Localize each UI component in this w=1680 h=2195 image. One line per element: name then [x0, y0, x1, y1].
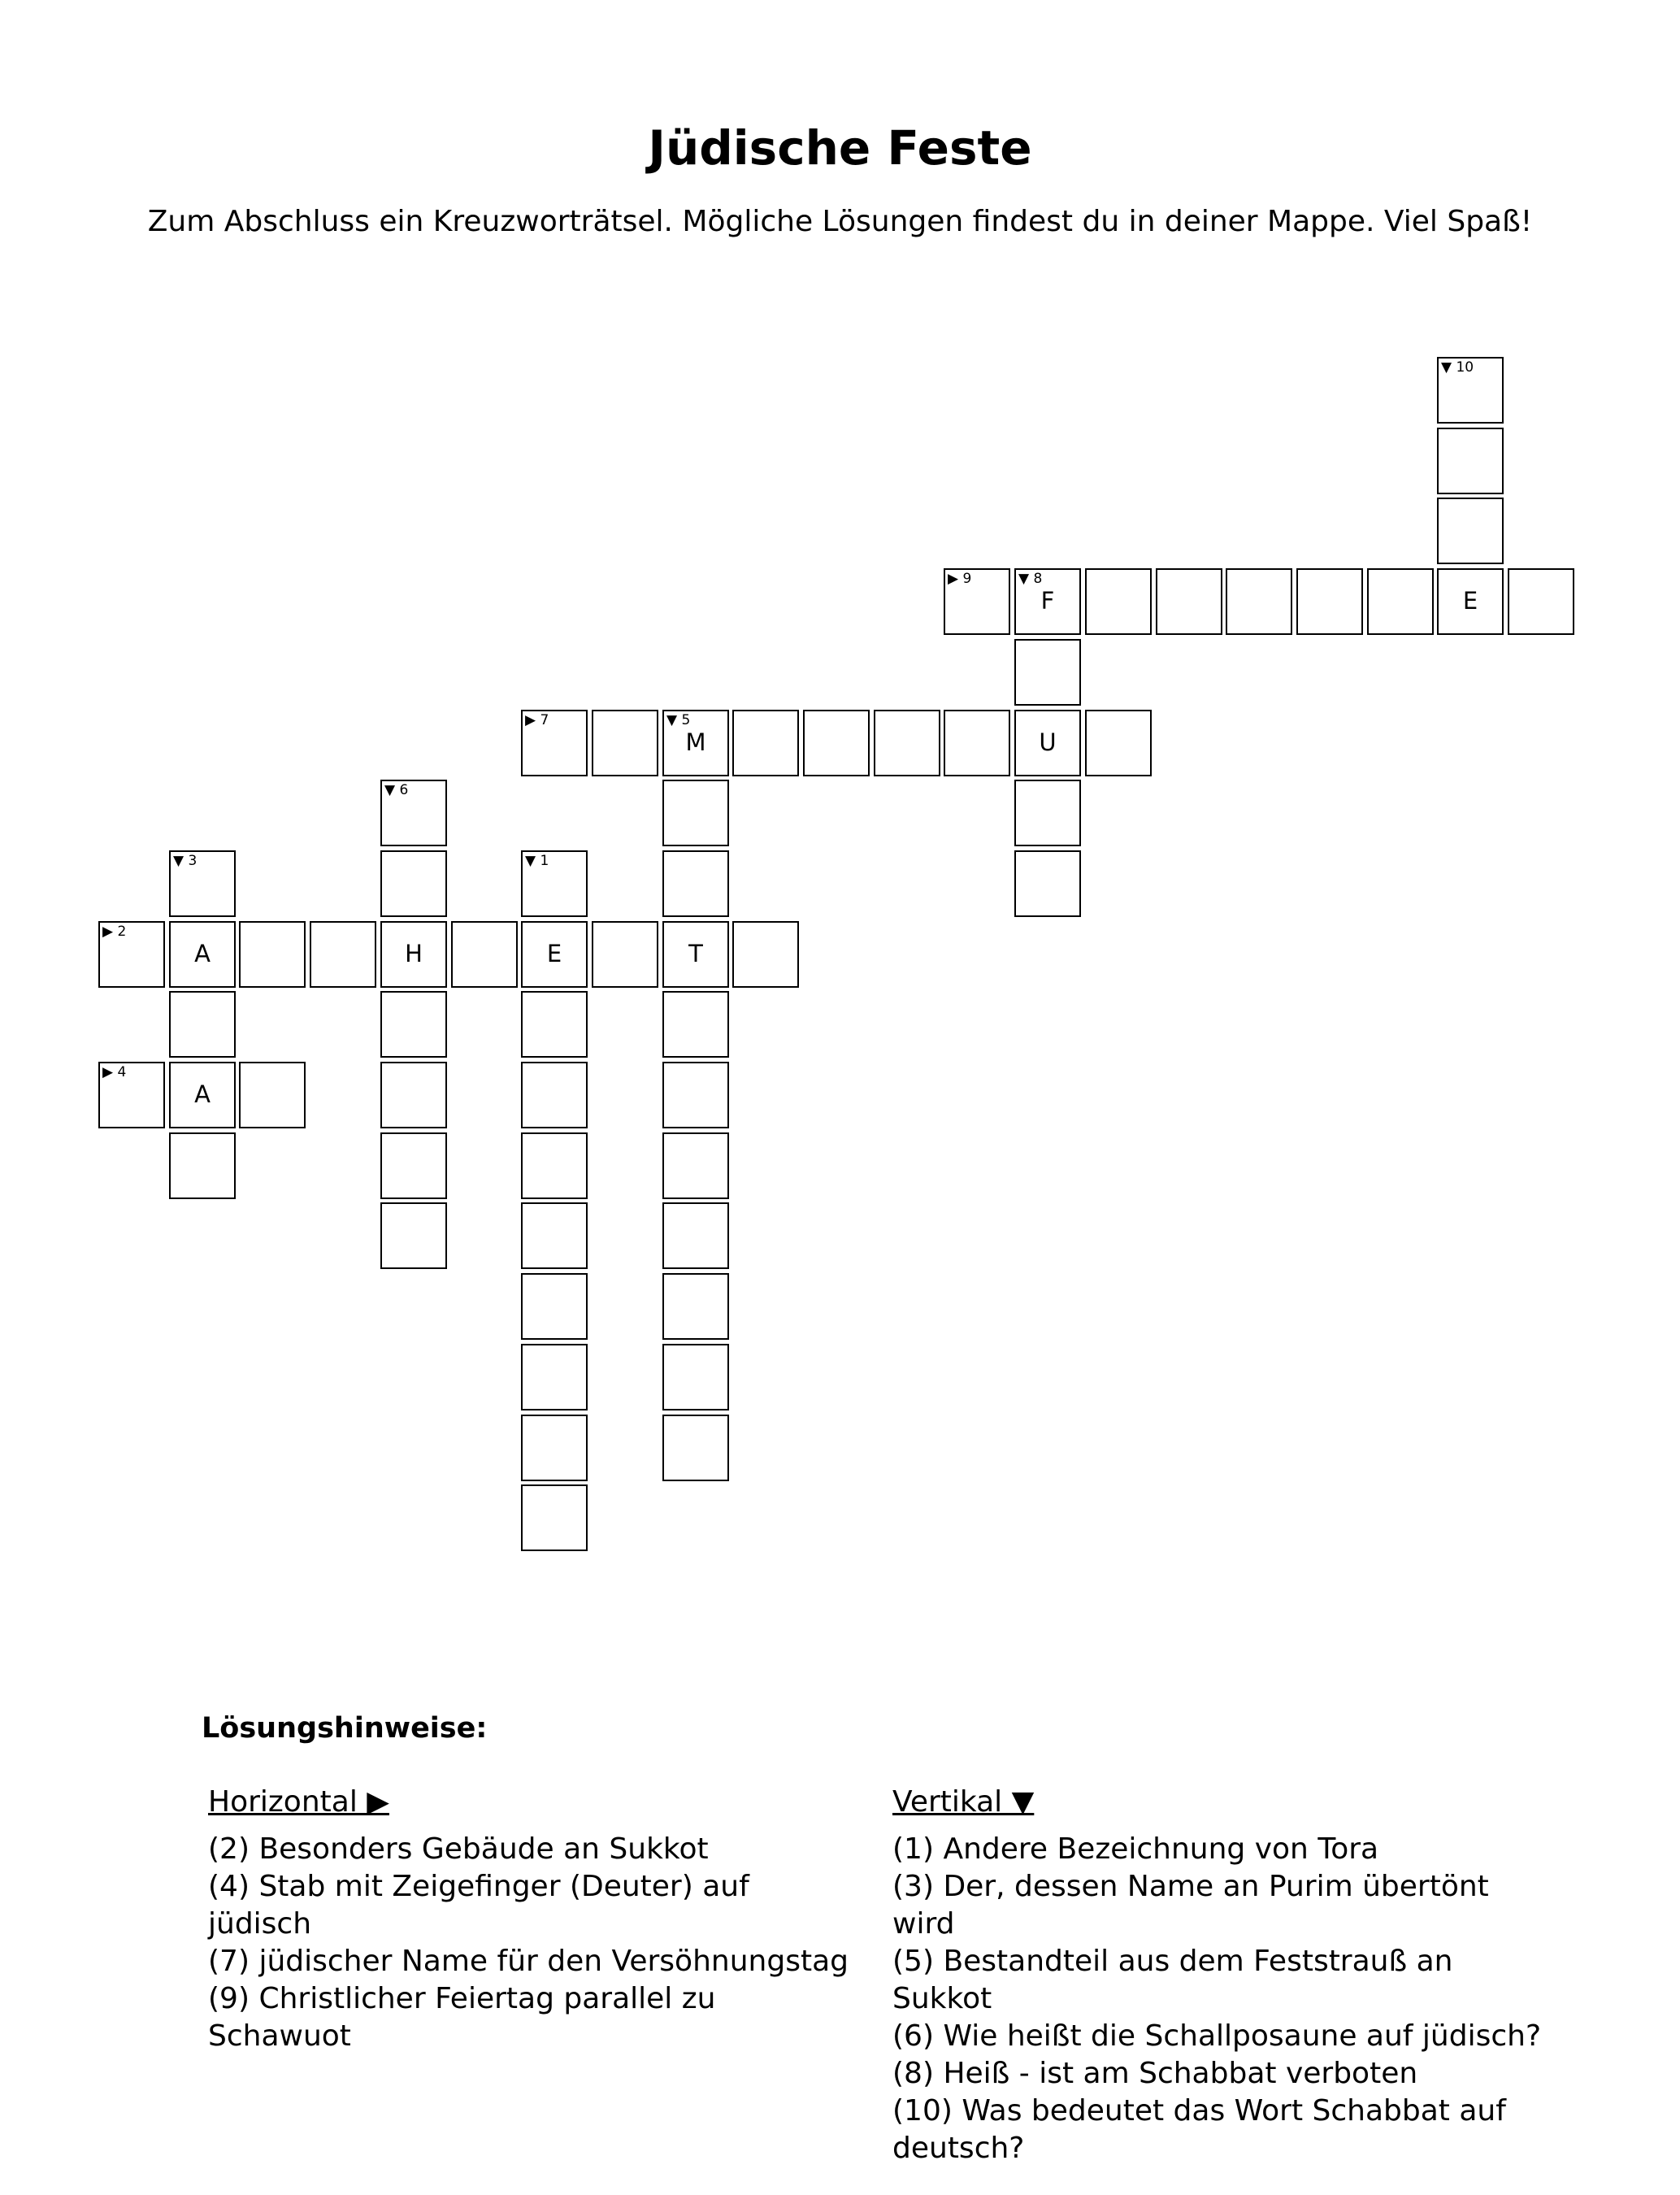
clue-number: ▶ 7 — [525, 712, 549, 728]
crossword-cell[interactable] — [521, 991, 588, 1058]
vertical-clue: (3) Der, dessen Name an Purim übertönt wird — [892, 1870, 1489, 1941]
crossword-cell[interactable] — [521, 1062, 588, 1128]
given-letter: E — [1462, 587, 1478, 615]
horizontal-clue: (9) Christlicher Feiertag parallel zu Schawuot — [208, 1982, 716, 2053]
crossword-cell[interactable] — [662, 1344, 729, 1410]
crossword-cell[interactable] — [521, 710, 588, 776]
crossword-cell[interactable] — [380, 1132, 447, 1199]
vertical-clue: (6) Wie heißt die Schallposaune auf jüdisch? — [892, 2019, 1542, 2053]
crossword-cell[interactable] — [662, 921, 729, 988]
given-letter: A — [194, 940, 211, 967]
crossword-cell[interactable] — [521, 1202, 588, 1269]
crossword-cell[interactable] — [874, 710, 940, 776]
crossword-cell[interactable] — [239, 921, 306, 988]
crossword-cell[interactable] — [803, 710, 870, 776]
crossword-cell[interactable] — [521, 921, 588, 988]
clue-number: ▶ 9 — [948, 571, 972, 587]
crossword-cell[interactable] — [1014, 780, 1081, 846]
crossword-cell[interactable] — [521, 1132, 588, 1199]
crossword-cell[interactable] — [1437, 498, 1504, 564]
crossword-cell[interactable] — [521, 1273, 588, 1340]
crossword-cell[interactable] — [380, 991, 447, 1058]
horizontal-clues-title: Horizontal ▶ — [208, 1785, 389, 1819]
crossword-cell[interactable] — [662, 1062, 729, 1128]
crossword-cell[interactable] — [1437, 568, 1504, 635]
clue-number: ▼ 1 — [525, 853, 549, 869]
crossword-cell[interactable] — [169, 1062, 236, 1128]
crossword-cell[interactable] — [662, 780, 729, 846]
crossword-cell[interactable] — [380, 780, 447, 846]
vertical-clues-title: Vertikal ▼ — [892, 1785, 1035, 1819]
crossword-cell[interactable] — [944, 568, 1010, 635]
given-letter: H — [405, 940, 423, 967]
crossword-cell[interactable] — [1156, 568, 1222, 635]
given-letter: U — [1039, 728, 1057, 756]
clue-number: ▼ 8 — [1018, 571, 1043, 587]
crossword-cell[interactable] — [1014, 710, 1081, 776]
given-letter: T — [688, 940, 703, 967]
crossword-cell[interactable] — [1014, 639, 1081, 706]
crossword-cell[interactable] — [662, 991, 729, 1058]
crossword-cell[interactable] — [1296, 568, 1363, 635]
crossword-cell[interactable] — [662, 1132, 729, 1199]
page-subtitle: Zum Abschluss ein Kreuzworträtsel. Mögliche Lösungen findest du in deiner Mappe. Viel Spaß! — [147, 205, 1533, 238]
given-letter: E — [546, 940, 562, 967]
given-letter: M — [685, 728, 706, 756]
crossword-cell[interactable] — [169, 991, 236, 1058]
page-title: Jüdische Feste — [648, 120, 1032, 176]
vertical-clue: (5) Bestandteil aus dem Feststrauß an Sukkot — [892, 1945, 1453, 2015]
given-letter: A — [194, 1080, 211, 1108]
clue-number: ▼ 3 — [173, 853, 198, 869]
crossword-cell[interactable] — [732, 921, 799, 988]
crossword-cell[interactable] — [1085, 568, 1152, 635]
vertical-clue-list — [892, 1831, 1559, 2167]
horizontal-clue: (2) Besonders Gebäude an Sukkot — [208, 1832, 709, 1866]
crossword-cell[interactable] — [662, 1273, 729, 1340]
crossword-cell[interactable] — [169, 1132, 236, 1199]
crossword-cell[interactable] — [239, 1062, 306, 1128]
clue-number: ▼ 10 — [1441, 359, 1474, 376]
crossword-cell[interactable] — [380, 1062, 447, 1128]
crossword-cell[interactable] — [451, 921, 518, 988]
crossword-cell[interactable] — [1437, 357, 1504, 424]
vertical-clue: (1) Andere Bezeichnung von Tora — [892, 1832, 1379, 1866]
clue-number: ▼ 6 — [384, 782, 409, 798]
crossword-cell[interactable] — [1014, 568, 1081, 635]
crossword-cell[interactable] — [662, 1202, 729, 1269]
crossword-cell[interactable] — [732, 710, 799, 776]
clue-number: ▶ 4 — [102, 1064, 127, 1080]
crossword-cell[interactable] — [310, 921, 376, 988]
horizontal-clue: (7) jüdischer Name für den Versöhnungstag — [208, 1945, 849, 1978]
horizontal-clue-list — [208, 1831, 858, 2055]
hints-heading: Lösungshinweise: — [202, 1712, 488, 1745]
crossword-cell[interactable] — [1437, 428, 1504, 494]
crossword-cell[interactable] — [944, 710, 1010, 776]
clue-number: ▼ 5 — [666, 712, 691, 728]
crossword-cell[interactable] — [380, 850, 447, 917]
crossword-cell[interactable] — [1508, 568, 1574, 635]
crossword-cell[interactable] — [592, 710, 658, 776]
vertical-clue: (8) Heiß - ist am Schabbat verboten — [892, 2057, 1418, 2090]
crossword-cell[interactable] — [662, 850, 729, 917]
crossword-cell[interactable] — [521, 1344, 588, 1410]
crossword-cell[interactable] — [592, 921, 658, 988]
crossword-cell[interactable] — [380, 921, 447, 988]
crossword-cell[interactable] — [169, 921, 236, 988]
crossword-cell[interactable] — [521, 1415, 588, 1481]
vertical-clue: (10) Was bedeutet das Wort Schabbat auf deutsch? — [892, 2094, 1506, 2165]
crossword-cell[interactable] — [521, 1484, 588, 1551]
crossword-cell[interactable] — [662, 1415, 729, 1481]
crossword-cell[interactable] — [1367, 568, 1434, 635]
clue-number: ▶ 2 — [102, 924, 127, 940]
horizontal-clue: (4) Stab mit Zeigefinger (Deuter) auf jüdisch — [208, 1870, 749, 1941]
crossword-cell[interactable] — [1085, 710, 1152, 776]
crossword-cell[interactable] — [98, 921, 165, 988]
crossword-cell[interactable] — [1226, 568, 1292, 635]
crossword-cell[interactable] — [98, 1062, 165, 1128]
given-letter: F — [1040, 587, 1055, 615]
crossword-cell[interactable] — [169, 850, 236, 917]
crossword-cell[interactable] — [1014, 850, 1081, 917]
crossword-cell[interactable] — [521, 850, 588, 917]
crossword-cell[interactable] — [662, 710, 729, 776]
crossword-cell[interactable] — [380, 1202, 447, 1269]
